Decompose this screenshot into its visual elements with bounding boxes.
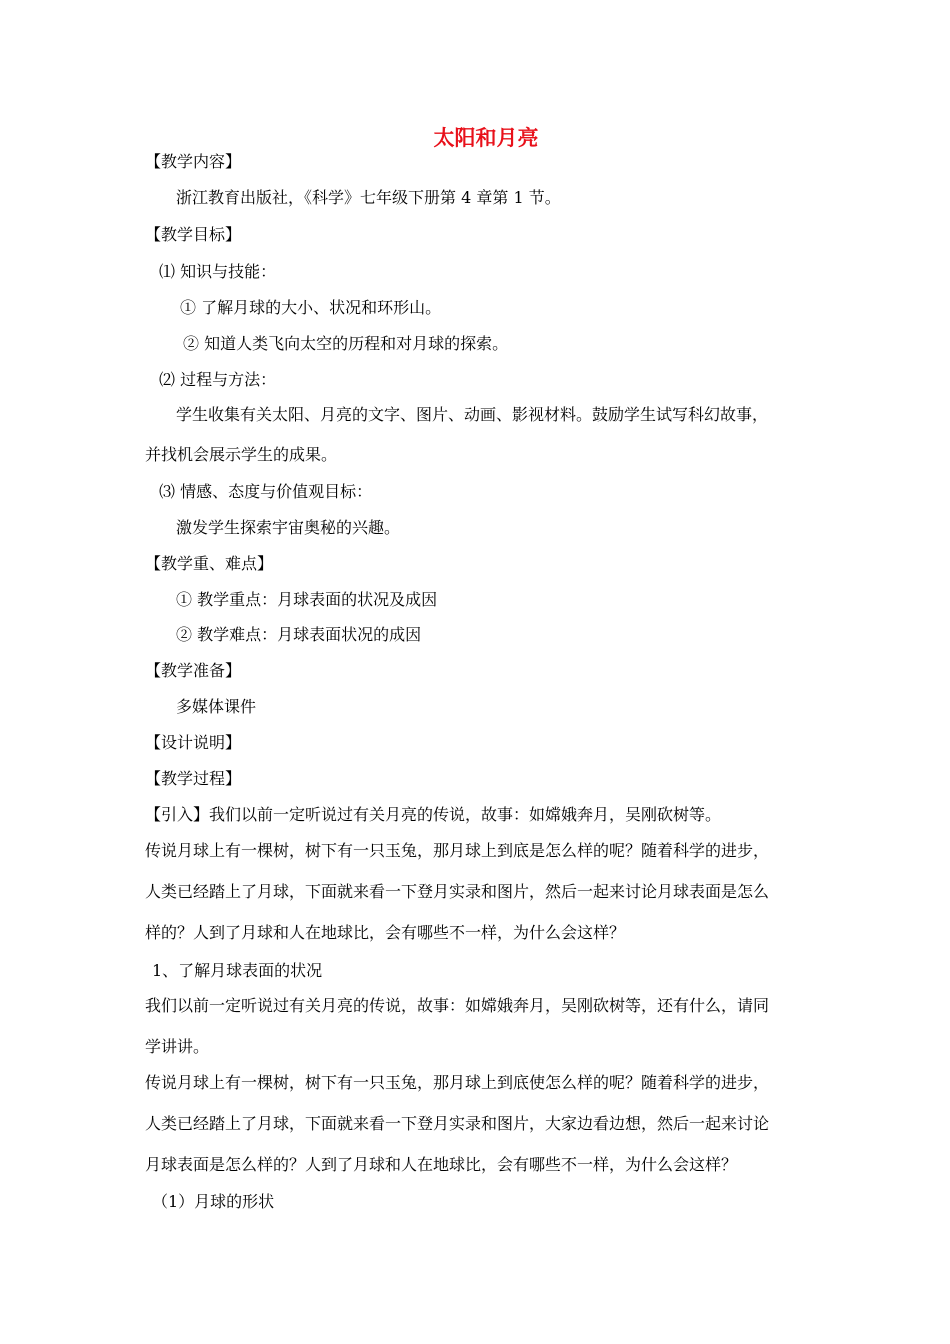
section-heading-process: 【教学过程】 xyxy=(145,769,242,788)
section-heading-objectives: 【教学目标】 xyxy=(145,225,242,244)
paragraph-line: 多媒体课件 xyxy=(176,697,257,716)
paragraph-line: 学生收集有关太阳、月亮的文字、图片、动画、影视材料。鼓励学生试写科幻故事， xyxy=(176,405,769,424)
subsection-heading: （1）月球的形状 xyxy=(152,1192,275,1211)
paragraph-line: 浙江教育出版社，《科学》七年级下册第 4 章第 1 节。 xyxy=(176,188,561,207)
list-item: ⑴ 知识与技能： xyxy=(159,262,277,281)
paragraph-line: 【引入】我们以前一定听说过有关月亮的传说，故事：如嫦娥奔月，吴刚砍树等。 xyxy=(145,805,722,824)
list-item: ⑵ 过程与方法： xyxy=(159,370,277,389)
paragraph-line: 传说月球上有一棵树，树下有一只玉兔，那月球上到底是怎么样的呢？随着科学的进步， xyxy=(145,841,770,860)
paragraph-line: 样的？人到了月球和人在地球比，会有哪些不一样，为什么会这样？ xyxy=(145,923,626,942)
section-heading-key-points: 【教学重、难点】 xyxy=(145,554,274,573)
section-heading-preparation: 【教学准备】 xyxy=(145,661,242,680)
subsection-heading: 1、了解月球表面的状况 xyxy=(152,961,323,980)
section-heading-content: 【教学内容】 xyxy=(145,152,242,171)
paragraph-line: 我们以前一定听说过有关月亮的传说，故事：如嫦娥奔月，吴刚砍树等，还有什么，请同 xyxy=(145,996,770,1015)
list-item: ① 了解月球的大小、状况和环形山。 xyxy=(180,298,442,317)
paragraph-line: 月球表面是怎么样的？人到了月球和人在地球比，会有哪些不一样，为什么会这样？ xyxy=(145,1155,738,1174)
list-item: ① 教学重点：月球表面的状况及成因 xyxy=(176,590,438,609)
paragraph-line: 并找机会展示学生的成果。 xyxy=(145,445,338,464)
paragraph-line: 人类已经踏上了月球，下面就来看一下登月实录和图片，大家边看边想，然后一起来讨论 xyxy=(145,1114,770,1133)
document-title: 太阳和月亮 xyxy=(433,125,539,150)
list-item: ② 知道人类飞向太空的历程和对月球的探索。 xyxy=(183,334,509,353)
paragraph-line: 激发学生探索宇宙奥秘的兴趣。 xyxy=(176,518,401,537)
paragraph-line: 传说月球上有一棵树，树下有一只玉兔，那月球上到底使怎么样的呢？随着科学的进步， xyxy=(145,1073,770,1092)
section-heading-design: 【设计说明】 xyxy=(145,733,242,752)
list-item: ② 教学难点：月球表面状况的成因 xyxy=(176,625,422,644)
paragraph-line: 人类已经踏上了月球，下面就来看一下登月实录和图片，然后一起来讨论月球表面是怎么 xyxy=(145,882,770,901)
paragraph-line: 学讲讲。 xyxy=(145,1037,210,1056)
list-item: ⑶ 情感、态度与价值观目标： xyxy=(159,482,373,501)
